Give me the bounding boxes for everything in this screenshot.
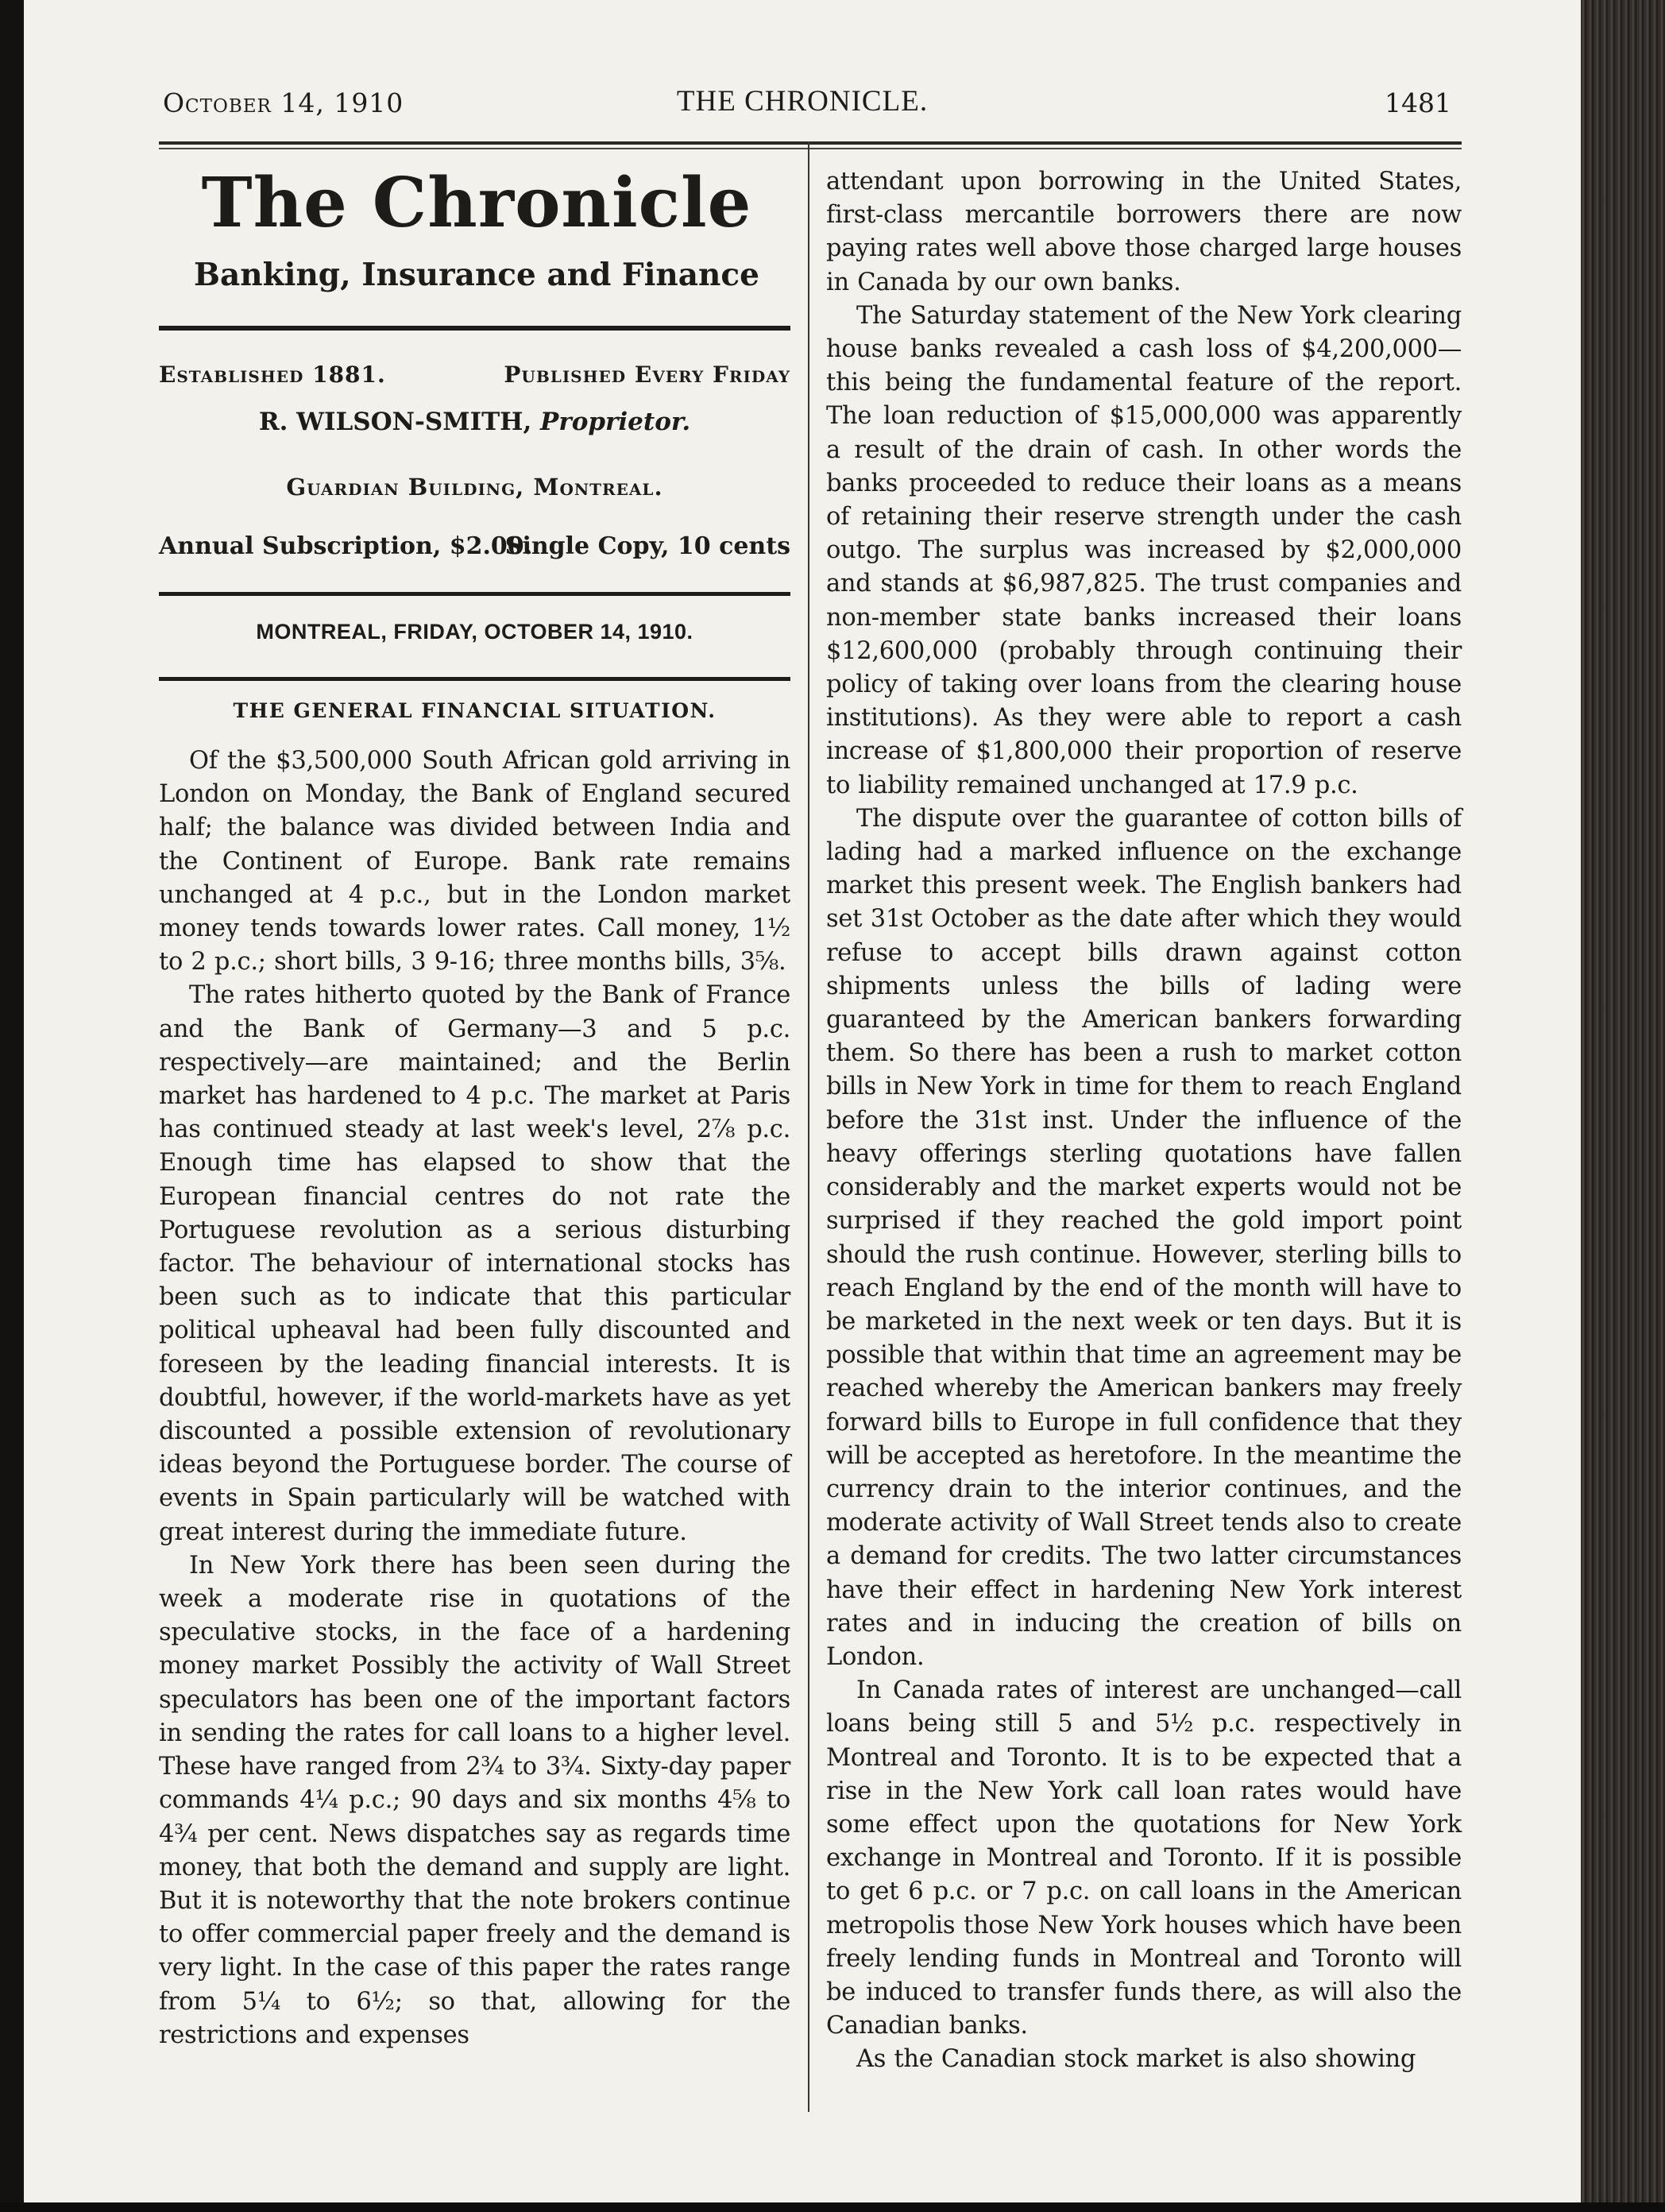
page-number: 1481 bbox=[1385, 87, 1451, 118]
running-header bbox=[139, 81, 1466, 121]
left-column-text bbox=[159, 744, 790, 2052]
article-heading: THE GENERAL FINANCIAL SITUATION. bbox=[233, 699, 717, 722]
dateline-rule-bottom bbox=[159, 677, 790, 681]
masthead-rule bbox=[159, 326, 790, 331]
building-address: Guardian Building, Montreal. bbox=[286, 474, 663, 501]
proprietor-role: Proprietor. bbox=[540, 408, 691, 436]
proprietor-line bbox=[159, 408, 790, 436]
paragraph: The Saturday statement of the New York clearing house banks revealed a cash loss of $4,200,000—this being the fundamental feature of the report. The loan reduction of $15,000,000 was apparently a result of the drain of cash. In other words the banks proceeded to reduce their loans as a means of retaining their reserve strength under the cash outgo. The surplus was increased by $2,000,000 and stands at $6,987,825. The trust companies and non-member state banks increased their loans $12,600,000 (probably through continuing their policy of taking over loans from the clearing house institutions). As they were able to report a cash increase of $1,800,000 their proportion of reserve to liability remained unchanged at 17.9 p.c. bbox=[826, 301, 1462, 799]
proprietor-name: R. WILSON-SMITH, bbox=[258, 408, 532, 436]
paragraph: attendant upon borrowing in the United States, first-class mercantile borrowers there are now paying rates well above those charged large houses in Canada by our own banks. bbox=[826, 168, 1462, 296]
column-divider bbox=[808, 141, 809, 2112]
paragraph: The dispute over the guarantee of cotton bills of lading had a marked influence on the exchange market this present week. The English bankers had set 31st October as the date after which they would refuse to accept bills drawn against cotton shipments unless the bills of lading were guaranteed by the American bankers forwarding them. So there has been a rush to market cotton bills in New York in time for them to reach England before the 31st inst. Under the influence of the heavy offerings sterling quotations have fallen considerably and the market experts would not be surprised if they reached the gold import point should the rush continue. However, sterling bills to reach England by the end of the month will have to be marketed in the next week or ten days. But it is possible that within that time an agreement may be reached whereby the American bankers may freely forward bills to Europe in full confidence that they will be accepted as heretofore. In the meantime the currency drain to the interior continues, and the moderate activity of Wall Street tends also to create a demand for credits. The two latter circumstances have their effect in hardening New York interest rates and in inducing the creation of bills on London. bbox=[826, 804, 1462, 1671]
paragraph: Of the $3,500,000 South African gold arriving in London on Monday, the Bank of England secured half; the balance was divided between India and the Continent of Europe. Bank rate remains unchanged at 4 p.c., but in the London market money tends towards lower rates. Call money, 1½ to 2 p.c.; short bills, 3 9-16; three months bills, 3⅝. bbox=[159, 747, 790, 976]
paragraph: In New York there has been seen during the week a moderate rise in quotations of the speculative stocks, in the face of a hardening money market Possibly the activity of Wall Street speculators has been one of the important factors in sending the rates for call loans to a higher level. These have ranged from 2¾ to 3¾. Sixty-day paper commands 4¼ p.c.; 90 days and six months 4⅝ to 4¾ per cent. News dispatches say as regards time money, that both the demand and supply are light. But it is noteworthy that the note brokers continue to offer commercial paper freely and the demand is very light. In the case of this paper the rates range from 5¼ to 6½; so that, allowing for the restrictions and expenses bbox=[159, 1551, 790, 2049]
paragraph: The rates hitherto quoted by the Bank of France and the Bank of Germany—3 and 5 p.c. respectively—are maintained; and the Berlin market has hardened to 4 p.c. The market at Paris has continued steady at last week's level, 2⅞ p.c. Enough time has elapsed to show that the European financial centres do not rate the Portuguese revolution as a serious disturbing factor. The behaviour of international stocks has been such as to indicate that this particular political upheaval had been fully discounted and foreseen by the leading financial interests. It is doubtful, however, if the world-markets have as yet discounted a possible extension of revolutionary ideas beyond the Portuguese border. The course of events in Spain particularly will be watched with great interest during the immediate future. bbox=[159, 981, 790, 1546]
established-text: Established 1881. bbox=[159, 362, 386, 388]
right-column-text bbox=[826, 165, 1462, 2077]
book-binding-edge bbox=[1581, 0, 1665, 2212]
scan-border-left bbox=[0, 0, 24, 2212]
dateline-rule-top bbox=[159, 592, 790, 596]
published-text: Published Every Friday bbox=[504, 362, 790, 388]
header-title: THE CHRONICLE. bbox=[676, 85, 929, 118]
scan-border-bottom bbox=[0, 2202, 1665, 2212]
paragraph: In Canada rates of interest are unchanged—call loans being still 5 and 5½ p.c. respectively in Montreal and Toronto. It is to be expected that a rise in the New York call loan rates would have some effect upon the quotations for New York exchange in Montreal and Toronto. If it is possible to get 6 p.c. or 7 p.c. on call loans in the American metropolis those New York houses which have been freely lending funds in Montreal and Toronto will be induced to transfer funds there, as will also the Canadian banks. bbox=[826, 1676, 1462, 2040]
header-rule-thin bbox=[159, 148, 1462, 149]
paragraph: As the Canadian stock market is also showing bbox=[856, 2045, 1416, 2074]
dateline: MONTREAL, FRIDAY, OCTOBER 14, 1910. bbox=[256, 620, 693, 644]
single-copy-price: Single Copy, 10 cents bbox=[504, 532, 790, 560]
masthead-subtitle: Banking, Insurance and Finance bbox=[194, 257, 759, 293]
annual-subscription: Annual Subscription, $2.00. bbox=[159, 532, 533, 560]
header-rule bbox=[159, 141, 1462, 145]
masthead-title: The Chronicle bbox=[201, 163, 752, 243]
header-date: October 14, 1910 bbox=[163, 87, 404, 118]
